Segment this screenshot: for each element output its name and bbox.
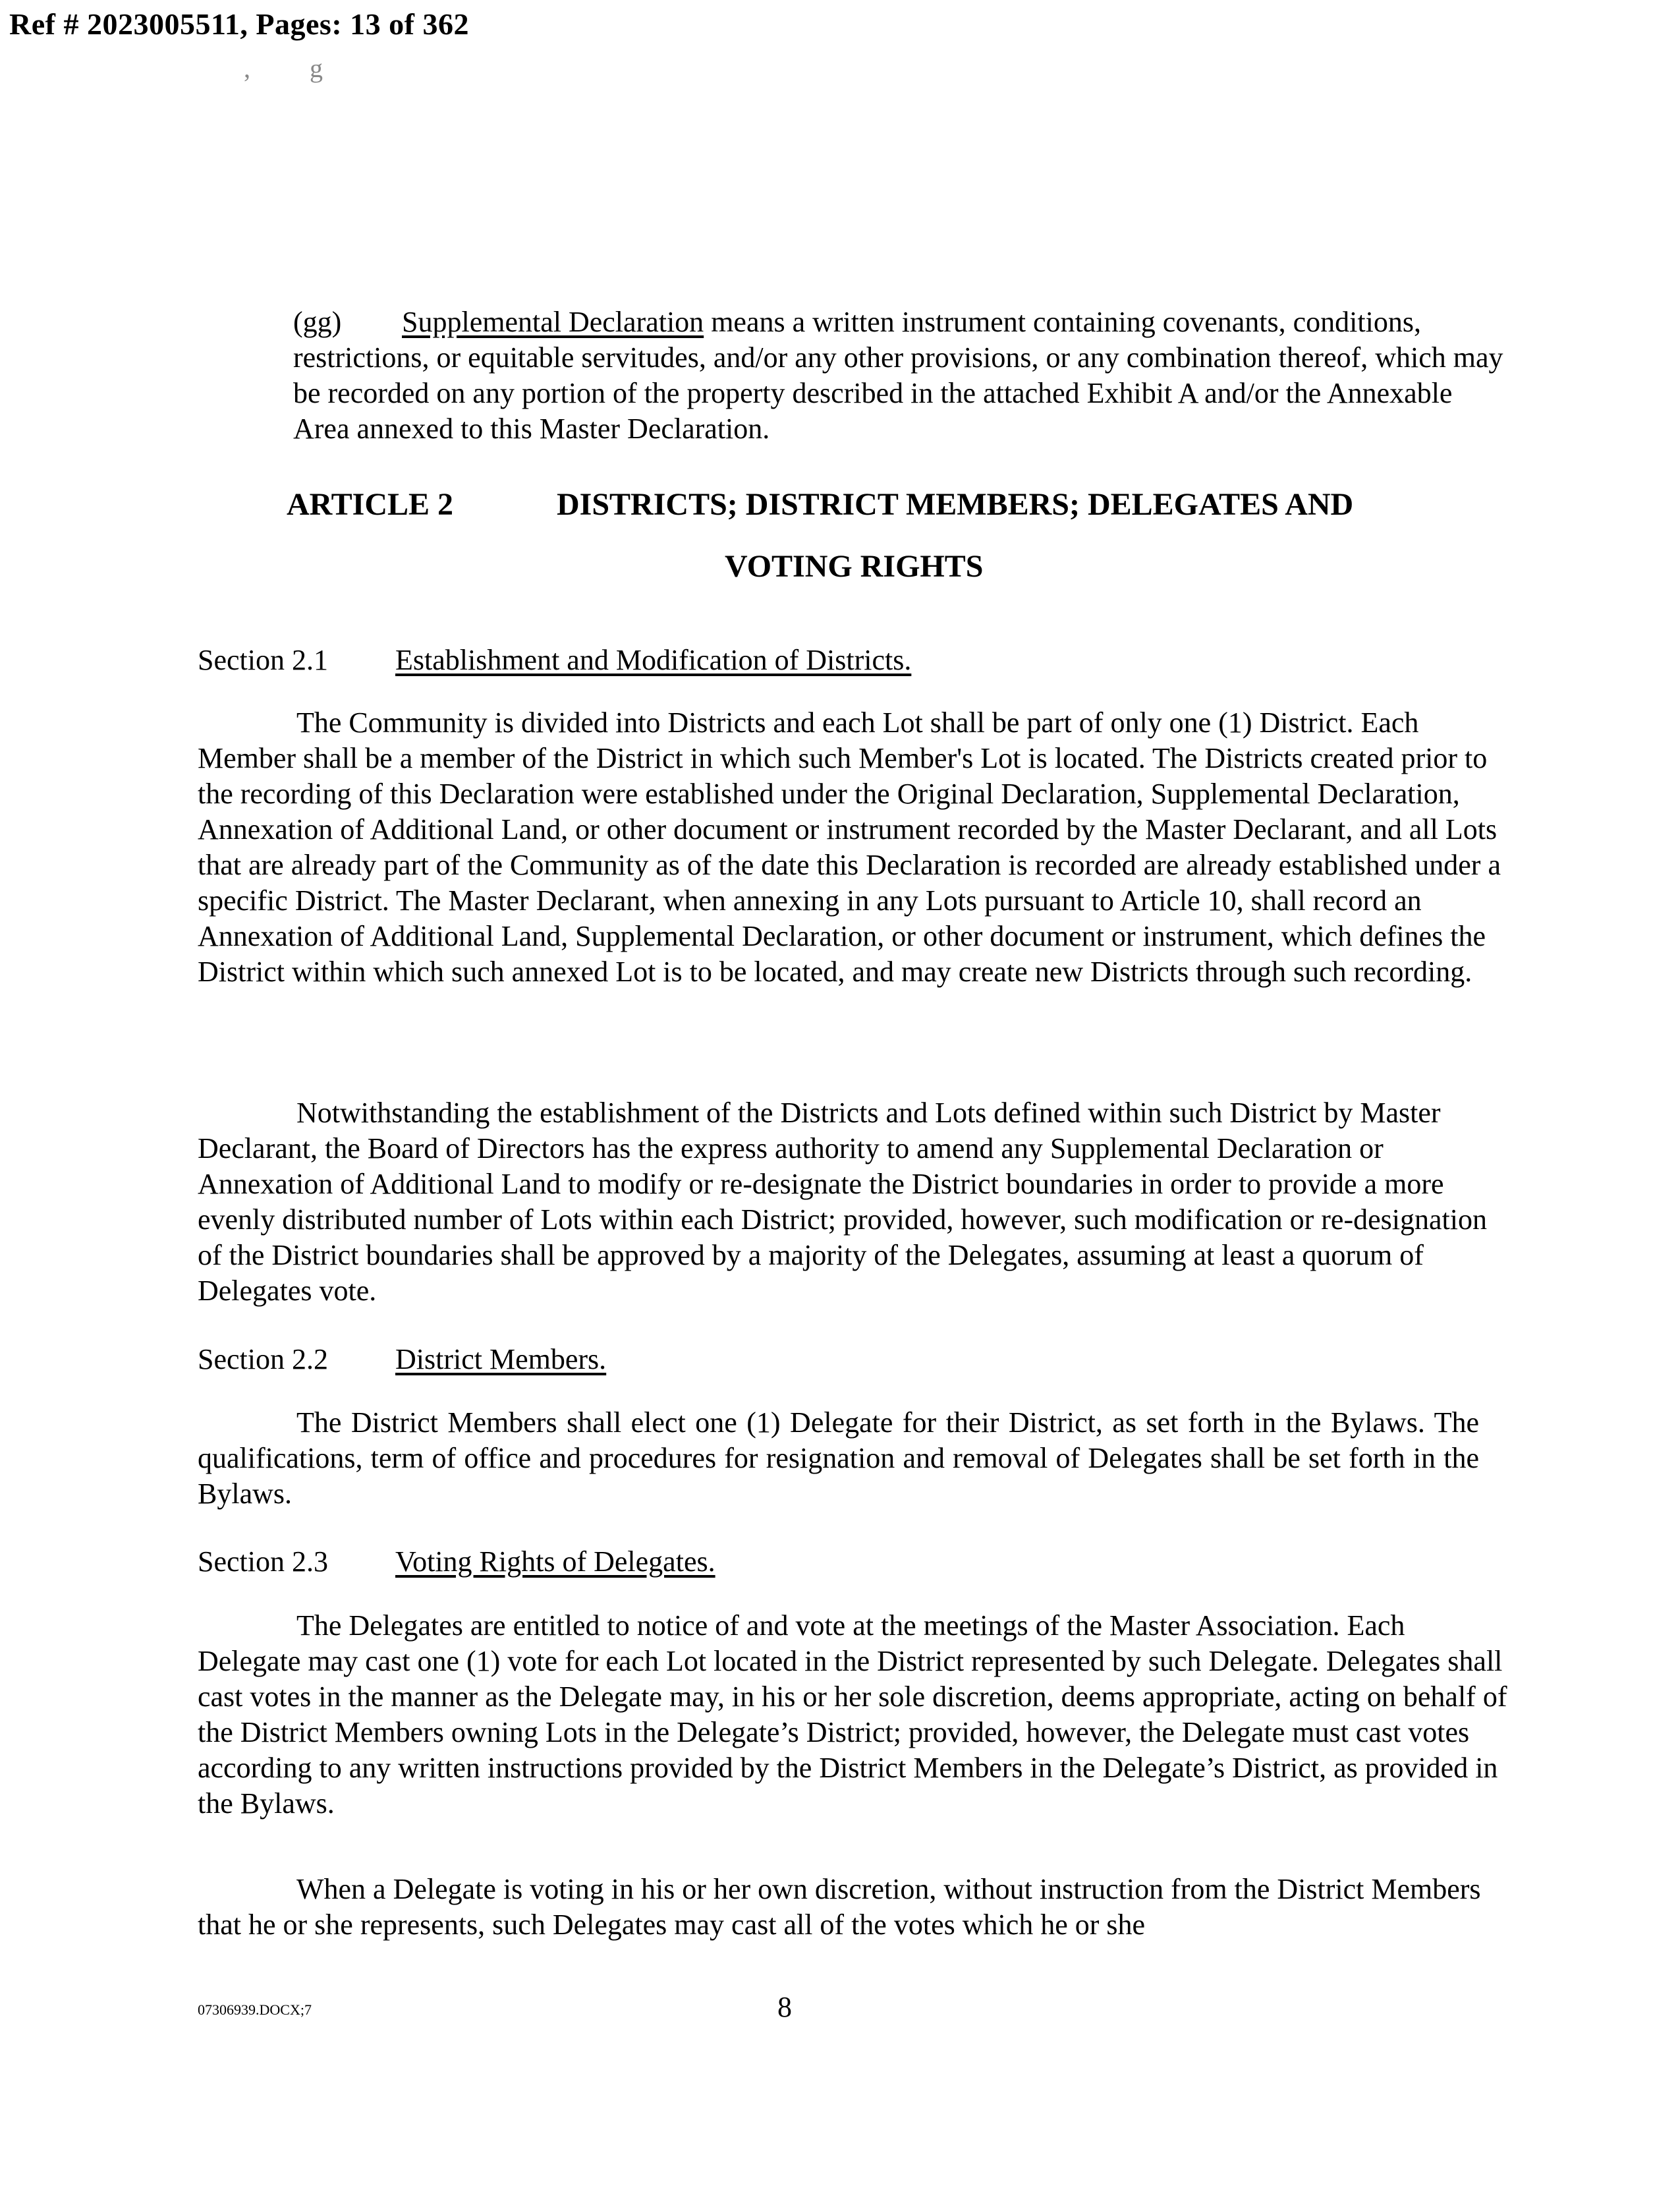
article-title-line2: VOTING RIGHTS xyxy=(725,549,984,584)
section-2-3-paragraph-2: When a Delegate is voting in his or her own discretion, without instruction from the District Members that he or she represents, such Delegates may cast all of the votes which he or she xyxy=(198,1873,1481,1941)
section-2-2-paragraph-1: The District Members shall elect one (1) Delegate for their District, as set forth in the Bylaws. The qualifications, term of office and procedures for resignation and removal of Delegates shall be set forth in the Bylaws. xyxy=(198,1406,1479,1510)
definition-text: means a written instrument containing covenants, conditions, restrictions, or equitable servitudes, and/or any other provisions, or any combination thereof, which may be recorded on any portion of the property described in the attached Exhibit A and/or the Annexable Area annexed to this Master Declaration. xyxy=(293,306,1503,445)
article-number: ARTICLE 2 xyxy=(287,487,454,522)
section-2-1-paragraph-1: The Community is divided into Districts and each Lot shall be part of only one (1) District. Each Member shall be a member of the District in which such Member's Lot is located. The Districts created prior to the recording of this Declaration were established under the Original Declaration, Supplemental Declaration, Annexation of Additional Land, or other document or instrument recorded by the Master Declarant, and all Lots that are already part of the Community as of the date this Declaration is recorded are already established under a specific District. The Master Declarant, when annexing in any Lots pursuant to Article 10, shall record an Annexation of Additional Land, Supplemental Declaration, or other document or instrument, which defines the District within which such annexed Lot is to be located, and may create new Districts through such recording. xyxy=(198,706,1501,988)
scan-artifact: , g xyxy=(244,53,349,83)
definition-label: (gg) xyxy=(293,306,342,338)
ref-header: Ref # 2023005511, Pages: 13 of 362 xyxy=(9,7,469,41)
section-2-1-heading xyxy=(198,643,911,678)
section-2-1-paragraph-2: Notwithstanding the establishment of the Districts and Lots defined within such District by Master Declarant, the Board of Directors has the express authority to amend any Supplemental Declaration or Annexation of Additional Land to modify or re-designate the District boundaries in order to provide a more evenly distributed number of Lots within each District; provided, however, such modification or re-designation of the District boundaries shall be approved by a majority of the Delegates, assuming at least a quorum of Delegates vote. xyxy=(198,1097,1487,1307)
definition-gg xyxy=(293,304,1505,447)
definition-term: Supplemental Declaration xyxy=(402,306,704,338)
article-title-line1: DISTRICTS; DISTRICT MEMBERS; DELEGATES AND xyxy=(557,487,1354,522)
page-number: 8 xyxy=(777,1991,792,2023)
document-code: 07306939.DOCX;7 xyxy=(198,2001,312,2018)
section-number: Section 2.1 xyxy=(198,644,328,676)
section-title: District Members. xyxy=(395,1343,607,1375)
section-2-3-paragraph-1: The Delegates are entitled to notice of and vote at the meetings of the Master Association. Each Delegate may cast one (1) vote for each Lot located in the District represented by such Delegate. Delegates shall cast votes in the manner as the Delegate may, in his or her sole discretion, deems appropriate, acting on behalf of the District Members owning Lots in the Delegate’s District; provided, however, the Delegate must cast votes according to any written instructions provided by the District Members in the Delegate’s District, as provided in the Bylaws. xyxy=(198,1609,1507,1820)
section-number: Section 2.2 xyxy=(198,1343,328,1375)
section-title: Establishment and Modification of Districts. xyxy=(395,644,912,676)
section-2-2-heading xyxy=(198,1342,606,1377)
section-2-3-heading xyxy=(198,1544,715,1580)
section-title: Voting Rights of Delegates. xyxy=(395,1545,715,1578)
section-number: Section 2.3 xyxy=(198,1545,328,1578)
